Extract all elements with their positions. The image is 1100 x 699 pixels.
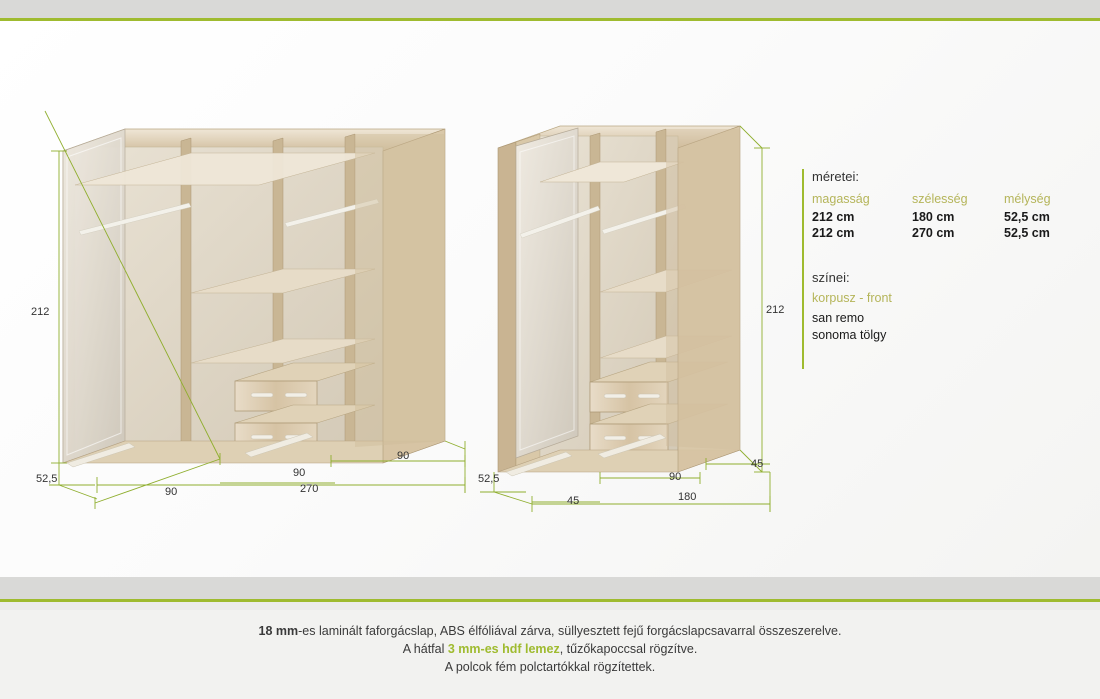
- colors-section: [812, 270, 1082, 344]
- dimensions-table: [812, 192, 1082, 240]
- left-seg-a-dim: 90: [165, 486, 178, 498]
- footer-line-1-rest: -es laminált faforgácslap, ABS élfóliával zárva, süllyesztett fejű forgácslapcsavarral összeszerelve.: [298, 624, 842, 638]
- row2-height: 212 cm: [812, 226, 855, 240]
- header-width: szélesség: [912, 192, 968, 206]
- colors-title: színei:: [812, 270, 850, 285]
- left-total-width-dim: 270: [300, 483, 319, 495]
- footer-line-1: [0, 622, 1100, 640]
- table-row: [812, 226, 1082, 240]
- bottom-bar-secondary: [0, 602, 1100, 610]
- bottom-bar: [0, 577, 1100, 599]
- right-seg-c-dim: 45: [751, 458, 764, 470]
- row2-depth: 52,5 cm: [1004, 226, 1050, 240]
- right-depth-dim: 52,5: [478, 473, 500, 485]
- footer-line-2-rest: , tűzőkapoccsal rögzítve.: [559, 642, 698, 656]
- left-depth-dim: 52,5: [36, 473, 58, 485]
- left-seg-b-dim: 90: [293, 467, 306, 479]
- panel-accent-line: [802, 169, 804, 369]
- footer-line-3: A polcok fém polctartókkal rögzítettek.: [444, 660, 656, 674]
- left-seg-c-dim: 90: [397, 450, 410, 462]
- header-height: magasság: [812, 192, 870, 206]
- footer: [0, 610, 1100, 699]
- footer-text: [0, 622, 1100, 676]
- table-row: [812, 210, 1082, 224]
- top-bar: [0, 0, 1100, 18]
- header-depth: mélység: [1004, 192, 1051, 206]
- left-wardrobe-drawing: [45, 111, 505, 511]
- dimensions-title: méretei:: [812, 169, 859, 184]
- row1-width: 180 cm: [912, 210, 955, 224]
- row1-depth: 52,5 cm: [1004, 210, 1050, 224]
- right-height-dim: 212: [766, 304, 785, 316]
- row1-height: 212 cm: [812, 210, 855, 224]
- right-wardrobe-drawing: [470, 106, 800, 506]
- footer-line-2-strong: 3 mm-es hdf lemez: [447, 642, 560, 656]
- footer-line-2-pre: A hátfal: [402, 642, 448, 656]
- color-option-1: san remo: [812, 311, 865, 325]
- right-seg-b-dim: 90: [669, 471, 682, 483]
- dimensions-table-header: [812, 192, 1082, 206]
- left-height-dim: 212: [31, 306, 50, 318]
- color-option-2: sonoma tölgy: [812, 328, 887, 342]
- drawing-canvas: [0, 21, 1100, 577]
- colors-subtitle: korpusz - front: [812, 291, 892, 305]
- right-total-width-dim: 180: [678, 491, 697, 503]
- info-panel: [812, 169, 1082, 369]
- right-seg-a-dim: 45: [567, 495, 580, 507]
- row2-width: 270 cm: [912, 226, 955, 240]
- footer-line-2: [0, 640, 1100, 658]
- footer-line-1-strong: 18 mm: [258, 624, 299, 638]
